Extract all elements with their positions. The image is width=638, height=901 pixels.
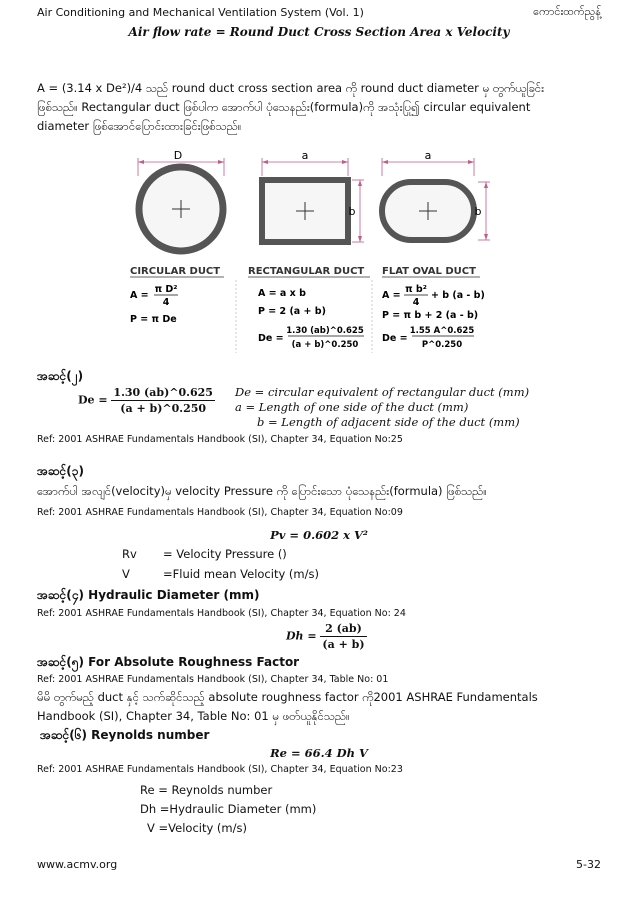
oval-perimeter: P = π b + 2 (a - b) bbox=[382, 310, 479, 321]
section6-equation: Re = 66.4 Dh V bbox=[270, 746, 368, 760]
section4-heading: အဆင့်(၄) Hydraulic Diameter (mm) bbox=[37, 588, 260, 602]
oval-area-den: 4 bbox=[412, 297, 420, 308]
oval-de-den: P^0.250 bbox=[421, 340, 463, 350]
label-b-rect: b bbox=[348, 205, 356, 218]
section4-den: (a + b) bbox=[322, 638, 365, 651]
circular-area-lhs: A = bbox=[130, 290, 149, 301]
section4-lhs: Dh = bbox=[286, 629, 321, 643]
circular-perimeter: P = π De bbox=[130, 314, 177, 325]
section3-equation: Pv = 0.602 x V² bbox=[270, 528, 368, 542]
circular-duct-title: CIRCULAR DUCT bbox=[130, 266, 221, 277]
rectangular-duct-title: RECTANGULAR DUCT bbox=[248, 266, 365, 277]
oval-area-num: π b² bbox=[405, 284, 427, 295]
header-title: Air Conditioning and Mechanical Ventilation System (Vol. 1) bbox=[37, 6, 364, 19]
section6-var2: Dh =Hydraulic Diameter (mm) bbox=[140, 802, 317, 816]
section2-def1: De = circular equivalent of rectangular duct (mm) bbox=[235, 385, 530, 399]
label-a-rect: a bbox=[301, 149, 309, 162]
section3-ref: Ref: 2001 ASHRAE Fundamentals Handbook (SI), Chapter 34, Equation No:09 bbox=[37, 507, 403, 518]
section3-var2-symbol: V bbox=[122, 567, 130, 581]
rectangular-de-den: (a + b)^0.250 bbox=[291, 340, 359, 350]
section3-var1-desc: = Velocity Pressure () bbox=[163, 547, 287, 561]
rectangular-de-lhs: De = bbox=[258, 333, 284, 344]
section5-heading: အဆင့်(၅) For Absolute Roughness Factor bbox=[37, 655, 300, 669]
label-b-oval: b bbox=[474, 205, 482, 218]
section5-ref: Ref: 2001 ASHRAE Fundamentals Handbook (SI), Chapter 34, Table No: 01 bbox=[37, 674, 389, 685]
section3-heading: အဆင့်(၃) bbox=[37, 464, 84, 478]
label-a-oval: a bbox=[424, 149, 432, 162]
rectangular-duct-shape bbox=[262, 149, 364, 242]
section2-def2: a = Length of one side of the duct (mm) bbox=[235, 400, 469, 414]
section2-ref: Ref: 2001 ASHRAE Fundamentals Handbook (SI), Chapter 34, Equation No:25 bbox=[37, 434, 403, 445]
intro-line-1: A = (3.14 x De²)/4 သည် round duct cross section area ကို round duct diameter မှ တွက်ယူခြင်း bbox=[37, 81, 545, 95]
section6-var1: Re = Reynolds number bbox=[140, 783, 273, 797]
header-author: ကောင်းထက်ညွန့် bbox=[533, 5, 601, 18]
rectangular-area: A = a x b bbox=[258, 288, 306, 299]
circular-area-num: π D² bbox=[154, 284, 178, 295]
oval-area-rest: + b (a - b) bbox=[431, 290, 485, 301]
section2-heading: အဆင့်(၂) bbox=[37, 369, 84, 383]
circular-area-den: 4 bbox=[162, 297, 170, 308]
flat-oval-duct-title: FLAT OVAL DUCT bbox=[382, 266, 476, 277]
flat-oval-duct-shape bbox=[382, 149, 490, 240]
intro-paragraph bbox=[37, 79, 603, 136]
section6-var3: V =Velocity (m/s) bbox=[147, 821, 247, 835]
label-D: D bbox=[173, 149, 183, 162]
section3-var1-symbol: Rv bbox=[122, 547, 137, 561]
section5-line1: မိမိ တွက်မည့် duct နှင့် သက်ဆိုင်သည့် absolute roughness factor ကို2001 ASHRAE Fundamentals bbox=[37, 690, 538, 704]
intro-line-3: diameter ဖြစ်အောင်ပြောင်းထားခြင်းဖြစ်သည်။ bbox=[37, 119, 242, 133]
section2-lhs: De = bbox=[78, 393, 112, 407]
section5-line2: Handbook (SI), Chapter 34, Table No: 01 မှ ဖတ်ယူနိုင်သည်။ bbox=[37, 709, 350, 723]
section4-num: 2 (ab) bbox=[320, 622, 366, 637]
footer-page-number: 5-32 bbox=[576, 858, 601, 871]
section2-num: 1.30 (ab)^0.625 bbox=[113, 386, 213, 399]
section6-ref: Ref: 2001 ASHRAE Fundamentals Handbook (SI), Chapter 34, Equation No:23 bbox=[37, 764, 403, 775]
intro-line-2: ဖြစ်သည်။ Rectangular duct ဖြစ်ပါက အောက်ပါ ပုံသေနည်း(formula)ကို အသုံးပြု၍ circular equivalent bbox=[37, 100, 531, 114]
section2-definitions bbox=[235, 385, 529, 430]
rectangular-perimeter: P = 2 (a + b) bbox=[258, 306, 326, 317]
oval-area-lhs: A = bbox=[382, 290, 401, 301]
section2-equation bbox=[78, 386, 215, 415]
section4-ref: Ref: 2001 ASHRAE Fundamentals Handbook (SI), Chapter 34, Equation No: 24 bbox=[37, 608, 406, 619]
duct-shapes-figure bbox=[120, 148, 520, 360]
circular-duct-shape bbox=[138, 149, 224, 251]
section5-paragraph bbox=[37, 688, 603, 726]
section2-def3: b = Length of adjacent side of the duct (mm) bbox=[257, 415, 520, 429]
section6-heading: အဆင့်(၆) Reynolds number bbox=[40, 728, 210, 742]
rectangular-de-num: 1.30 (ab)^0.625 bbox=[286, 326, 364, 336]
oval-de-lhs: De = bbox=[382, 333, 408, 344]
section3-var2-desc: =Fluid mean Velocity (m/s) bbox=[163, 567, 319, 581]
airflow-equation: Air flow rate = Round Duct Cross Section Area x Velocity bbox=[128, 25, 510, 39]
footer-site: www.acmv.org bbox=[37, 858, 118, 871]
section3-text: အောက်ပါ အလျင်(velocity)မှ velocity Pressure ကို ပြောင်းသော ပုံသေနည်း(formula) ဖြစ်သည်။ bbox=[37, 484, 487, 498]
section2-den: (a + b)^0.250 bbox=[120, 402, 207, 415]
oval-de-num: 1.55 A^0.625 bbox=[409, 326, 475, 336]
section4-equation bbox=[286, 622, 367, 651]
